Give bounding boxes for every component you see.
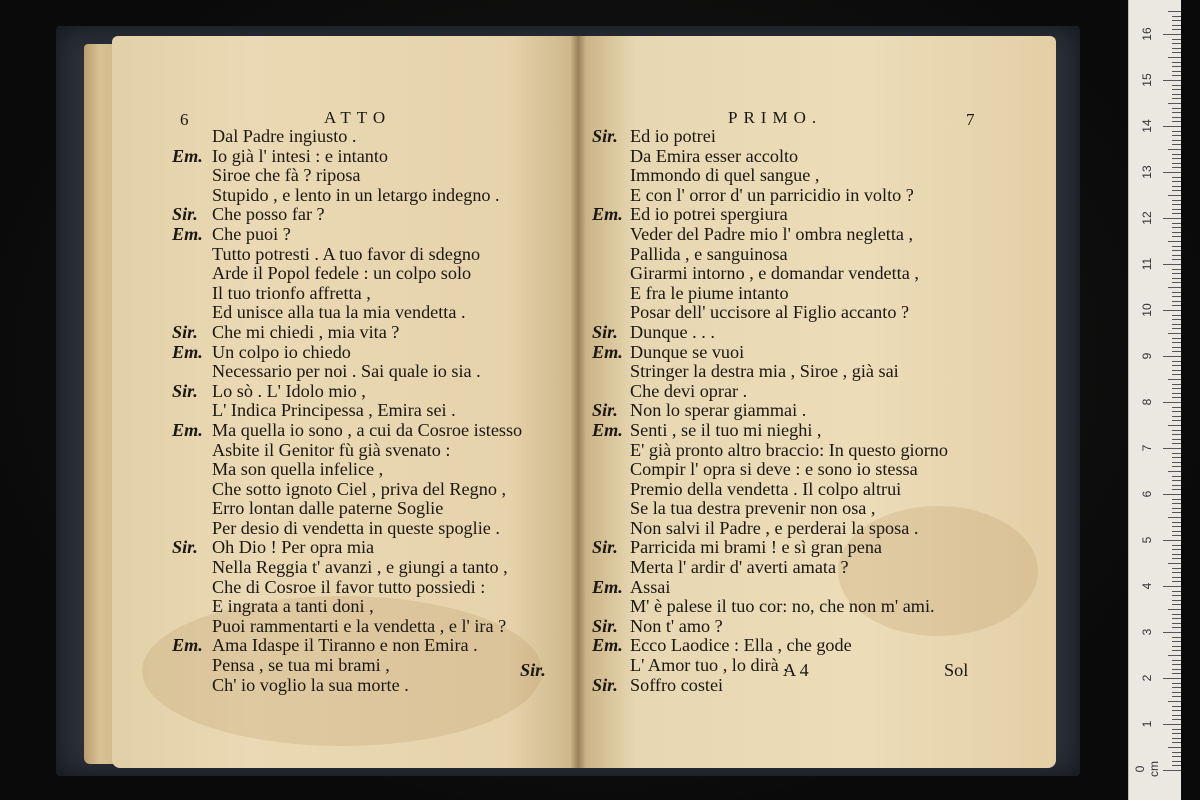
ruler-tick bbox=[1168, 609, 1181, 610]
line-text: Ma quella io sono , a cui da Cosroe istesso bbox=[212, 419, 523, 440]
ruler-tick bbox=[1172, 121, 1181, 122]
ruler-tick bbox=[1163, 448, 1181, 449]
ruler-tick bbox=[1163, 402, 1181, 403]
ruler-tick bbox=[1172, 522, 1181, 523]
ruler-tick bbox=[1172, 715, 1181, 716]
signature-mark: A 4 bbox=[783, 660, 809, 680]
speaker-label: Em. bbox=[172, 341, 203, 362]
ruler-tick bbox=[1172, 305, 1181, 306]
ruler-tick bbox=[1172, 443, 1181, 444]
ruler-tick bbox=[1172, 572, 1181, 573]
ruler-tick bbox=[1172, 604, 1181, 605]
book-gutter bbox=[570, 36, 586, 768]
ruler-tick bbox=[1172, 416, 1181, 417]
ruler-tick bbox=[1172, 526, 1181, 527]
line-text: Nella Reggia t' avanzi , e giungi a tanto , bbox=[212, 557, 508, 578]
ruler-tick bbox=[1172, 117, 1181, 118]
ruler-tick bbox=[1163, 632, 1181, 633]
ruler-tick bbox=[1172, 342, 1181, 343]
ruler-label: 15 bbox=[1140, 73, 1154, 87]
left-page bbox=[112, 36, 578, 768]
ruler-tick bbox=[1163, 218, 1181, 219]
speaker-label: Em. bbox=[592, 341, 623, 362]
ruler-tick bbox=[1172, 692, 1181, 693]
ruler-tick bbox=[1172, 457, 1181, 458]
line-text: Non lo sperar giammai . bbox=[630, 400, 807, 421]
line-text: Non t' amo ? bbox=[630, 615, 723, 636]
ruler-tick bbox=[1172, 545, 1181, 546]
ruler-tick bbox=[1163, 678, 1181, 679]
ruler-tick bbox=[1172, 227, 1181, 228]
line-text: Che di Cosroe il favor tutto possiedi : bbox=[212, 576, 486, 597]
ruler-tick bbox=[1172, 296, 1181, 297]
ruler-tick bbox=[1172, 489, 1181, 490]
speaker-label: Sir. bbox=[592, 615, 618, 636]
ruler-tick bbox=[1168, 655, 1181, 656]
line-text: Pallida , e sanguinosa bbox=[630, 243, 788, 264]
line-text: Girarmi intorno , e domandar vendetta , bbox=[630, 263, 919, 284]
ruler-tick bbox=[1168, 195, 1181, 196]
line-text: Ecco Laodice : Ella , che gode bbox=[630, 635, 852, 656]
line-text: Posar dell' uccisore al Figlio accanto ? bbox=[630, 302, 910, 323]
line-text: Soffro costei bbox=[630, 674, 724, 695]
ruler-tick bbox=[1172, 508, 1181, 509]
line-text: Lo sò . L' Idolo mio , bbox=[212, 380, 366, 401]
speaker-label: Sir. bbox=[592, 674, 618, 695]
ruler-tick bbox=[1168, 425, 1181, 426]
ruler-tick bbox=[1168, 241, 1181, 242]
line-text: Se la tua destra prevenir non osa , bbox=[630, 498, 876, 519]
line-text: Ch' io voglio la sua morte . bbox=[212, 674, 409, 695]
ruler-tick bbox=[1172, 485, 1181, 486]
ruler-tick bbox=[1172, 273, 1181, 274]
ruler-tick bbox=[1172, 591, 1181, 592]
running-header: PRIMO. bbox=[728, 108, 823, 127]
line-text: Compir l' opra si deve : e sono io stessa bbox=[630, 459, 918, 480]
speaker-label: Em. bbox=[172, 635, 203, 656]
ruler-tick bbox=[1172, 52, 1181, 53]
ruler-tick bbox=[1172, 434, 1181, 435]
line-text: Necessario per noi . Sai quale io sia . bbox=[212, 361, 481, 382]
ruler-tick bbox=[1172, 200, 1181, 201]
speaker-label: Sir. bbox=[592, 126, 618, 146]
ruler-tick bbox=[1172, 158, 1181, 159]
line-text: Ed io potrei bbox=[630, 126, 716, 146]
ruler-tick bbox=[1172, 407, 1181, 408]
ruler-tick bbox=[1172, 683, 1181, 684]
ruler-tick bbox=[1172, 756, 1181, 757]
ruler-tick bbox=[1168, 149, 1181, 150]
ruler-tick bbox=[1172, 250, 1181, 251]
ruler-tick bbox=[1172, 627, 1181, 628]
ruler-tick bbox=[1172, 673, 1181, 674]
speaker-label: Sir. bbox=[592, 400, 618, 421]
ruler-tick bbox=[1172, 637, 1181, 638]
ruler-tick bbox=[1172, 301, 1181, 302]
ruler-tick bbox=[1172, 282, 1181, 283]
ruler-tick bbox=[1172, 710, 1181, 711]
line-text: Il tuo trionfo affretta , bbox=[212, 282, 371, 303]
ruler-tick bbox=[1172, 255, 1181, 256]
line-text: Assai bbox=[630, 576, 671, 597]
ruler-tick bbox=[1172, 108, 1181, 109]
line-text: Arde il Popol fedele : un colpo solo bbox=[212, 263, 472, 284]
ruler-tick bbox=[1172, 453, 1181, 454]
ruler-tick bbox=[1172, 554, 1181, 555]
ruler-tick bbox=[1163, 356, 1181, 357]
ruler-label: 13 bbox=[1140, 165, 1154, 179]
ruler-tick bbox=[1172, 558, 1181, 559]
line-text: Che devi oprar . bbox=[630, 380, 748, 401]
line-text: L' Amor tuo , lo dirà . bbox=[630, 655, 788, 676]
line-text: Parricida mi brami ! e sì gran pena bbox=[630, 537, 883, 558]
line-text: Ma son quella infelice , bbox=[212, 459, 384, 480]
ruler-tick bbox=[1172, 292, 1181, 293]
page-number: 7 bbox=[966, 110, 975, 129]
speaker-label: Sir. bbox=[172, 204, 198, 225]
ruler-tick bbox=[1172, 641, 1181, 642]
ruler-tick bbox=[1172, 154, 1181, 155]
speaker-label: Sir. bbox=[172, 321, 198, 342]
ruler-label: 7 bbox=[1140, 444, 1154, 452]
ruler-tick bbox=[1172, 600, 1181, 601]
ruler-label: 9 bbox=[1140, 352, 1154, 360]
ruler-tick bbox=[1172, 71, 1181, 72]
ruler-tick bbox=[1172, 499, 1181, 500]
ruler-tick bbox=[1168, 701, 1181, 702]
ruler-tick bbox=[1172, 167, 1181, 168]
ruler-tick bbox=[1172, 89, 1181, 90]
ruler-tick bbox=[1172, 315, 1181, 316]
ruler-tick bbox=[1172, 181, 1181, 182]
ruler-tick bbox=[1172, 650, 1181, 651]
ruler-tick bbox=[1172, 351, 1181, 352]
ruler-tick bbox=[1172, 614, 1181, 615]
ruler-tick bbox=[1163, 540, 1181, 541]
running-header: ATTO bbox=[324, 108, 392, 127]
ruler-tick bbox=[1172, 646, 1181, 647]
ruler-tick bbox=[1168, 57, 1181, 58]
ruler-tick bbox=[1172, 623, 1181, 624]
ruler-tick bbox=[1172, 232, 1181, 233]
ruler-tick bbox=[1172, 213, 1181, 214]
ruler-tick bbox=[1168, 103, 1181, 104]
ruler-tick bbox=[1172, 752, 1181, 753]
ruler-tick bbox=[1172, 16, 1181, 17]
line-text: M' è palese il tuo cor: no, che non m' ami. bbox=[630, 596, 935, 617]
ruler-tick bbox=[1172, 503, 1181, 504]
line-text: Merta l' ardir d' averti amata ? bbox=[630, 557, 849, 578]
line-text: Puoi rammentarti e la vendetta , e l' ira ? bbox=[212, 615, 507, 636]
ruler-tick bbox=[1172, 236, 1181, 237]
ruler-tick bbox=[1172, 742, 1181, 743]
ruler-tick bbox=[1172, 269, 1181, 270]
ruler-tick bbox=[1172, 430, 1181, 431]
ruler-tick bbox=[1163, 80, 1181, 81]
line-text: Io già l' intesi : e intanto bbox=[212, 145, 389, 166]
ruler-label: 3 bbox=[1140, 628, 1154, 636]
ruler-tick bbox=[1172, 761, 1181, 762]
ruler-tick bbox=[1172, 135, 1181, 136]
ruler-tick bbox=[1163, 310, 1181, 311]
line-text: Stupido , e lento in un letargo indegno . bbox=[212, 184, 500, 205]
ruler-tick bbox=[1168, 379, 1181, 380]
line-text: Immondo di quel sangue , bbox=[630, 165, 820, 186]
ruler-tick bbox=[1163, 586, 1181, 587]
line-text: Senti , se il tuo mi nieghi , bbox=[630, 419, 822, 440]
ruler-tick bbox=[1163, 724, 1181, 725]
ruler-label: 14 bbox=[1140, 119, 1154, 133]
ruler-tick bbox=[1168, 517, 1181, 518]
ruler-tick bbox=[1172, 365, 1181, 366]
ruler-tick bbox=[1172, 531, 1181, 532]
line-text: Veder del Padre mio l' ombra negletta , bbox=[630, 223, 914, 244]
ruler-label: 6 bbox=[1140, 490, 1154, 498]
line-text: Dunque se vuoi bbox=[630, 341, 745, 362]
ruler-tick bbox=[1172, 190, 1181, 191]
ruler-tick bbox=[1172, 733, 1181, 734]
ruler-tick bbox=[1172, 660, 1181, 661]
ruler-tick bbox=[1172, 62, 1181, 63]
ruler-tick bbox=[1172, 112, 1181, 113]
catchword: Sir. bbox=[520, 660, 546, 680]
ruler-label: 2 bbox=[1140, 674, 1154, 682]
ruler-tick bbox=[1172, 466, 1181, 467]
ruler-tick bbox=[1172, 535, 1181, 536]
ruler-tick bbox=[1172, 94, 1181, 95]
ruler-tick bbox=[1163, 770, 1181, 771]
ruler-tick bbox=[1172, 370, 1181, 371]
line-text: Pensa , se tua mi brami , bbox=[212, 655, 390, 676]
ruler-tick bbox=[1172, 384, 1181, 385]
ruler-tick bbox=[1168, 11, 1181, 12]
ruler-tick bbox=[1172, 393, 1181, 394]
line-text: Oh Dio ! Per opra mia bbox=[212, 537, 375, 558]
ruler-tick bbox=[1172, 706, 1181, 707]
catchword: Sol bbox=[944, 660, 969, 680]
ruler-tick bbox=[1172, 568, 1181, 569]
ruler-tick bbox=[1172, 75, 1181, 76]
speaker-label: Em. bbox=[592, 204, 623, 225]
ruler-tick bbox=[1172, 204, 1181, 205]
ruler-label: 5 bbox=[1140, 536, 1154, 544]
line-text: Erro lontan dalle paterne Soglie bbox=[212, 498, 444, 519]
ruler-tick bbox=[1172, 420, 1181, 421]
ruler-tick bbox=[1172, 388, 1181, 389]
ruler-tick bbox=[1172, 223, 1181, 224]
ruler-label: 4 bbox=[1140, 582, 1154, 590]
ruler-tick bbox=[1172, 324, 1181, 325]
right-page bbox=[578, 36, 1056, 768]
line-text: Che sotto ignoto Ciel , priva del Regno , bbox=[212, 478, 507, 499]
ruler-label: 8 bbox=[1140, 398, 1154, 406]
ruler-tick bbox=[1172, 765, 1181, 766]
ruler-tick bbox=[1172, 476, 1181, 477]
line-text: Non salvi il Padre , e perderai la sposa . bbox=[630, 517, 919, 538]
speaker-label: Sir. bbox=[592, 537, 618, 558]
ruler-tick bbox=[1172, 85, 1181, 86]
speaker-label: Sir. bbox=[172, 380, 198, 401]
speaker-label: Em. bbox=[172, 145, 203, 166]
ruler-tick bbox=[1168, 747, 1181, 748]
line-text: Ed io potrei spergiura bbox=[630, 204, 788, 225]
ruler-tick bbox=[1172, 687, 1181, 688]
ruler-tick bbox=[1172, 696, 1181, 697]
ruler-tick bbox=[1172, 664, 1181, 665]
ruler-tick bbox=[1172, 669, 1181, 670]
ruler-tick bbox=[1172, 25, 1181, 26]
line-text: Un colpo io chiedo bbox=[212, 341, 351, 362]
ruler-tick bbox=[1172, 581, 1181, 582]
ruler-label: 1 bbox=[1140, 720, 1154, 728]
speaker-label: Sir. bbox=[172, 537, 198, 558]
ruler-unit-label: 0 cm bbox=[1133, 761, 1161, 777]
ruler-tick bbox=[1172, 411, 1181, 412]
ruler-tick bbox=[1172, 549, 1181, 550]
ruler-tick bbox=[1168, 563, 1181, 564]
line-text: E con l' orror d' un parricidio in volto ? bbox=[630, 184, 914, 205]
page-number: 6 bbox=[180, 110, 189, 129]
ruler-tick bbox=[1172, 512, 1181, 513]
ruler-tick bbox=[1163, 494, 1181, 495]
line-text: Che mi chiedi , mia vita ? bbox=[212, 321, 400, 342]
ruler-tick bbox=[1172, 397, 1181, 398]
ruler-tick bbox=[1172, 39, 1181, 40]
ruler-tick bbox=[1172, 98, 1181, 99]
line-text: Dunque . . . bbox=[630, 321, 715, 342]
ruler-tick bbox=[1163, 126, 1181, 127]
line-text: Dal Padre ingiusto . bbox=[212, 126, 357, 146]
ruler-tick bbox=[1172, 361, 1181, 362]
ruler-tick bbox=[1163, 264, 1181, 265]
ruler-tick bbox=[1172, 719, 1181, 720]
ruler-tick bbox=[1172, 66, 1181, 67]
ruler-tick bbox=[1163, 172, 1181, 173]
ruler-tick bbox=[1172, 338, 1181, 339]
line-text: Ed unisce alla tua la mia vendetta . bbox=[212, 302, 466, 323]
measurement-ruler bbox=[1128, 0, 1181, 800]
line-text: Asbite il Genitor fù già svenato : bbox=[212, 439, 451, 460]
ruler-tick bbox=[1172, 131, 1181, 132]
ruler-tick bbox=[1172, 177, 1181, 178]
ruler-label: 12 bbox=[1140, 211, 1154, 225]
ruler-tick bbox=[1172, 246, 1181, 247]
line-text: E ingrata a tanti doni , bbox=[212, 596, 374, 617]
ruler-tick bbox=[1172, 729, 1181, 730]
speaker-label: Em. bbox=[592, 576, 623, 597]
ruler-tick bbox=[1172, 738, 1181, 739]
line-text: Da Emira esser accolto bbox=[630, 145, 799, 166]
ruler-tick bbox=[1172, 144, 1181, 145]
ruler-tick bbox=[1172, 48, 1181, 49]
line-text: L' Indica Principessa , Emira sei . bbox=[212, 400, 456, 421]
ruler-label: 16 bbox=[1140, 27, 1154, 41]
ruler-tick bbox=[1172, 595, 1181, 596]
line-text: Tutto potresti . A tuo favor di sdegno bbox=[212, 243, 481, 264]
line-text: Siroe che fà ? riposa bbox=[212, 165, 361, 186]
speaker-label: Em. bbox=[592, 419, 623, 440]
ruler-tick bbox=[1172, 618, 1181, 619]
ruler-tick bbox=[1172, 278, 1181, 279]
ruler-tick bbox=[1168, 471, 1181, 472]
speaker-label: Em. bbox=[592, 635, 623, 656]
line-text: Che posso far ? bbox=[212, 204, 325, 225]
speaker-label: Em. bbox=[172, 223, 203, 244]
ruler-tick bbox=[1172, 374, 1181, 375]
ruler-tick bbox=[1172, 259, 1181, 260]
ruler-tick bbox=[1172, 577, 1181, 578]
line-text: Per desio di vendetta in queste spoglie . bbox=[212, 517, 500, 538]
ruler-tick bbox=[1172, 209, 1181, 210]
ruler-label: 11 bbox=[1140, 257, 1154, 271]
ruler-tick bbox=[1172, 186, 1181, 187]
ruler-tick bbox=[1172, 462, 1181, 463]
ruler-tick bbox=[1172, 480, 1181, 481]
ruler-tick bbox=[1172, 347, 1181, 348]
ruler-tick bbox=[1172, 140, 1181, 141]
ruler-label: 10 bbox=[1140, 303, 1154, 317]
line-text: Ama Idaspe il Tiranno e non Emira . bbox=[212, 635, 478, 656]
speaker-label: Em. bbox=[172, 419, 203, 440]
ruler-tick bbox=[1172, 319, 1181, 320]
ruler-tick bbox=[1172, 328, 1181, 329]
ruler-tick bbox=[1168, 333, 1181, 334]
ruler-tick bbox=[1163, 34, 1181, 35]
ruler-tick bbox=[1172, 163, 1181, 164]
ruler-tick bbox=[1168, 287, 1181, 288]
line-text: Premio della vendetta . Il colpo altrui bbox=[630, 478, 902, 499]
line-text: Che puoi ? bbox=[212, 223, 291, 244]
speaker-label: Sir. bbox=[592, 321, 618, 342]
ruler-tick bbox=[1172, 29, 1181, 30]
ruler-tick bbox=[1172, 439, 1181, 440]
line-text: Stringer la destra mia , Siroe , già sai bbox=[630, 361, 899, 382]
line-text: E fra le piume intanto bbox=[630, 282, 789, 303]
ruler-tick bbox=[1172, 20, 1181, 21]
line-text: E' già pronto altro braccio: In questo giorno bbox=[630, 439, 948, 460]
ruler-tick bbox=[1172, 43, 1181, 44]
